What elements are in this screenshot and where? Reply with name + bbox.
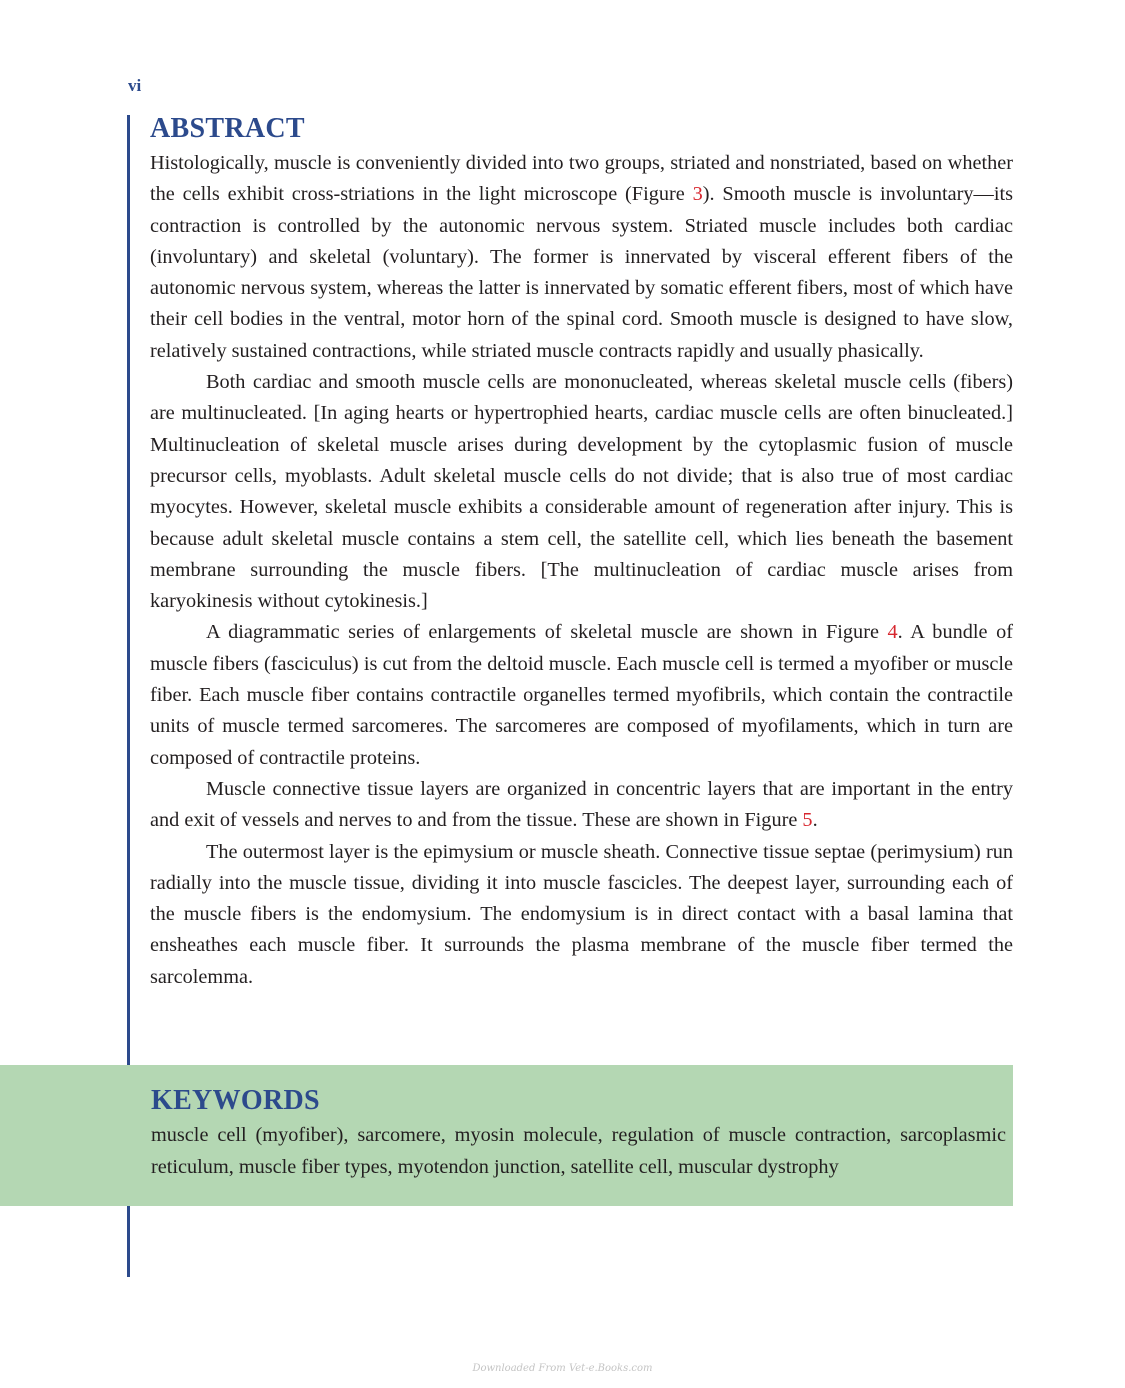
abstract-paragraph-4: Muscle connective tissue layers are organized in concentric layers that are important in the entry and exit of vessels and nerves to and from the tissue. These are shown in Figure 5. [150, 777, 1013, 832]
abstract-body [150, 148, 1013, 993]
keywords-box [0, 1065, 1013, 1206]
abstract-paragraph-3: A diagrammatic series of enlargements of skeletal muscle are shown in Figure 4. A bundle of muscle fibers (fasciculus) is cut from the deltoid muscle. Each muscle cell is termed a myofiber or muscle fiber. Each muscle fiber contains contractile organelles termed myofibrils, which contain the contractile units of muscle termed sarcomeres. The sarcomeres are composed of myofilaments, which in turn are composed of contractile proteins. [150, 621, 1013, 769]
page-number: vi [128, 76, 142, 95]
abstract-heading: ABSTRACT [150, 113, 305, 144]
abstract-paragraph-2: Both cardiac and smooth muscle cells are mononucleated, whereas skeletal muscle cells (fibers) are multinucleated. [In aging hearts or hypertrophied hearts, cardiac muscle cells are often binucleated.] Multinucleation of skeletal muscle arises during development by the cytoplasmic fusion of muscle precursor cells, myoblasts. Adult skeletal muscle cells do not divide; that is also true of most cardiac myocytes. However, skeletal muscle exhibits a considerable amount of regeneration after injury. This is because adult skeletal muscle contains a stem cell, the satellite cell, which lies beneath the basement membrane surrounding the muscle fibers. [The multinucleation of cardiac muscle arises from karyokinesis without cytokinesis.] [150, 371, 1013, 613]
left-margin-rule [127, 115, 130, 1065]
keywords-heading: KEYWORDS [151, 1085, 320, 1116]
figure-5-link[interactable]: 5 [802, 809, 813, 832]
keywords-text: muscle cell (myofiber), sarcomere, myosin molecule, regulation of muscle contraction, sarcoplasmic reticulum, muscle fiber types, myotendon junction, satellite cell, muscular dystrophy [151, 1124, 1006, 1178]
figure-4-link[interactable]: 4 [887, 621, 898, 644]
abstract-paragraph-1: Histologically, muscle is conveniently divided into two groups, striated and nonstriated, based on whether the cells exhibit cross-striations in the light microscope (Figure 3). Smooth muscle is involuntary—its contraction is controlled by the autonomic nervous system. Striated muscle includes both cardiac (involuntary) and skeletal (voluntary). The former is innervated by visceral efferent fibers of the autonomic nervous system, whereas the latter is innervated by somatic efferent fibers, most of which have their cell bodies in the ventral, motor horn of the spinal cord. Smooth muscle is designed to have slow, relatively sustained contractions, while striated muscle contracts rapidly and usually phasically. [150, 152, 1013, 362]
figure-3-link[interactable]: 3 [692, 183, 703, 206]
abstract-paragraph-5: The outermost layer is the epimysium or muscle sheath. Connective tissue septae (perimysium) run radially into the muscle tissue, dividing it into muscle fascicles. The deepest layer, surrounding each of the muscle fibers is the endomysium. The endomysium is in direct contact with a basal lamina that ensheathes each muscle fiber. It surrounds the plasma membrane of the muscle fiber termed the sarcolemma. [150, 840, 1013, 988]
download-watermark: Downloaded From Vet-e.Books.com [472, 1363, 653, 1374]
left-margin-rule-lower [127, 1206, 130, 1277]
